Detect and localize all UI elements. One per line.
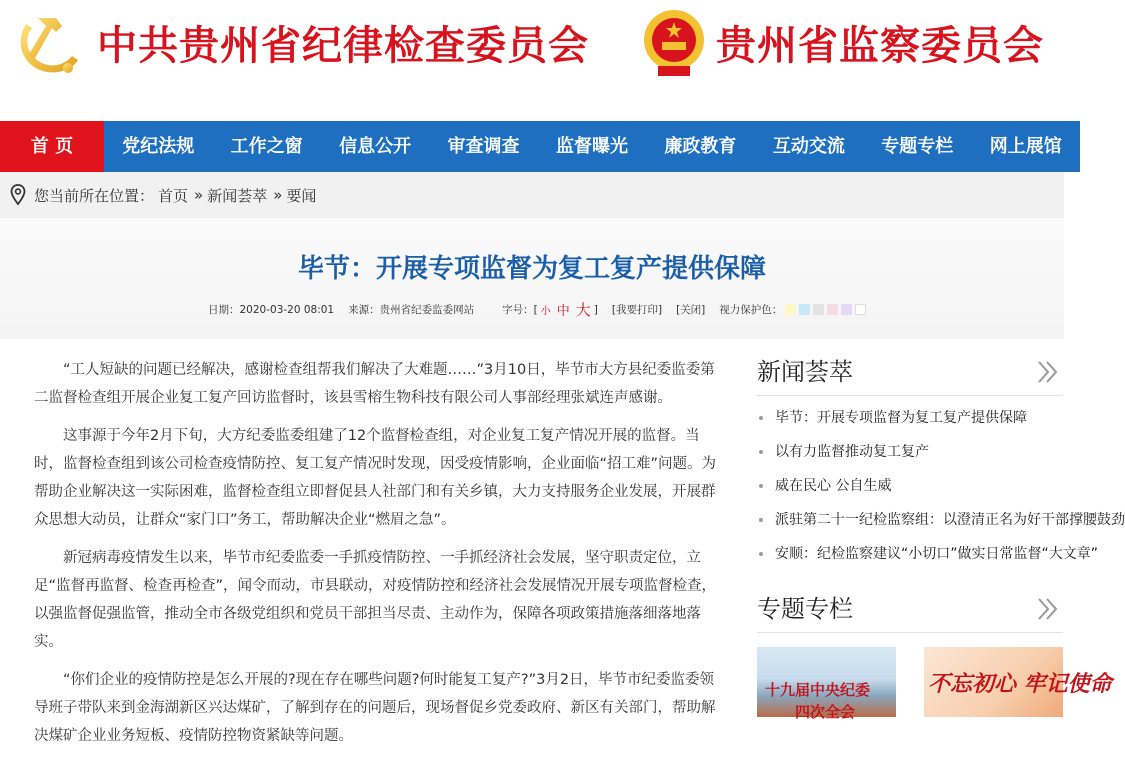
breadcrumb-separator: » xyxy=(273,186,283,204)
party-committee-title: 中共贵州省纪律检查委员会 xyxy=(97,22,589,69)
nav-investigation[interactable]: 审查调查 xyxy=(447,136,520,157)
list-item[interactable]: 威在民心 公自生威 xyxy=(757,469,1063,503)
breadcrumb xyxy=(0,172,1064,218)
breadcrumb-separator: » xyxy=(194,186,204,204)
nav-integrity-education[interactable]: 廉政教育 xyxy=(664,136,737,157)
breadcrumb-news[interactable]: 新闻荟萃 xyxy=(207,186,268,205)
topics-section-title: 专题专栏 xyxy=(757,595,853,623)
eye-care-swatch[interactable] xyxy=(813,304,824,315)
location-pin-icon xyxy=(10,184,26,206)
article-paragraph: 这事源于今年2月下旬，大方纪委监委组建了12个监督检查组，对企业复工复产情况开展的监督。当时，监督检查组到该公司检查疫情防控、复工复产情况时发现，因受疫情影响，企业面临“招工难”问题。为帮助企业解决这一实际困难，监督检查组立即督促县人社部门和有关乡镇，大力支持服务企业发展，开展群众思想大动员，让群众“家门口”务工，帮助解决企业“燃眉之急”。 xyxy=(34,428,717,528)
font-size-small[interactable]: 小 xyxy=(540,306,551,317)
site-header xyxy=(0,0,1080,121)
font-size-label: 字号：[ xyxy=(502,304,538,316)
article-header xyxy=(0,218,1064,339)
font-size-medium[interactable]: 中 xyxy=(556,304,570,319)
sidebar xyxy=(757,352,1125,721)
article-title: 毕节：开展专项监督为复工复产提供保障 xyxy=(297,254,766,284)
nav-info-disclosure[interactable]: 信息公开 xyxy=(339,136,412,157)
news-list xyxy=(757,401,1125,571)
font-size-close-bracket: ] xyxy=(593,303,598,316)
article-source: 来源：贵州省纪委监委网站 xyxy=(348,304,475,316)
breadcrumb-prefix: 您当前所在位置： xyxy=(34,186,155,205)
article-paragraph: “你们企业的疫情防控是怎么开展的?现在存在哪些问题?何时能复工复产?”3月2日，毕节市纪委监委领导班子带队来到金海湖新区兴达煤矿，了解到存在的问题后，现场督促乡党委政府、新区有关部门，帮助解决煤矿企业业务短板、疫情防控物资紧缺等问题。 xyxy=(34,672,716,744)
breadcrumb-home[interactable]: 首页 xyxy=(158,186,189,205)
print-link[interactable]: [我要打印] xyxy=(611,304,663,316)
topic-thumbnails xyxy=(757,647,1112,721)
thumbnail-caption: 十九届中央纪委 xyxy=(765,681,871,699)
list-item[interactable]: 安顺：纪检监察建议“小切口”做实日常监督“大文章” xyxy=(757,537,1063,571)
article-paragraph: 新冠病毒疫情发生以来，毕节市纪委监委一手抓疫情防控、一手抓经济社会发展，坚守职责定位，立足“监督再监督、检查再检查”，闻令而动，市县联动，对疫情防控和经济社会发展情况开展专项监督检查，以强监督促强监管，推动全市各级党组织和党员干部担当尽责、主动作为，保障各项政策措施落细落地落实。 xyxy=(34,550,717,650)
eye-care-swatch[interactable] xyxy=(855,304,866,315)
nav-party-rules[interactable]: 党纪法规 xyxy=(122,136,195,157)
thumbnail-caption: 不忘初心 牢记使命 xyxy=(928,671,1112,697)
breadcrumb-headlines[interactable]: 要闻 xyxy=(286,186,317,205)
topic-thumbnail-plenary[interactable] xyxy=(757,647,896,721)
article-date: 日期：2020-03-20 08:01 xyxy=(208,304,335,316)
nav-home[interactable]: 首 页 xyxy=(0,121,104,172)
topics-section-header xyxy=(757,589,1063,633)
eye-care-swatch[interactable] xyxy=(827,304,838,315)
nav-special-topics[interactable]: 专题专栏 xyxy=(881,136,954,157)
list-item[interactable]: 毕节：开展专项监督为复工复产提供保障 xyxy=(757,401,1063,435)
topic-thumbnail-original-aspiration[interactable] xyxy=(924,647,1112,717)
party-emblem-icon xyxy=(12,10,82,78)
font-size-large[interactable]: 大 xyxy=(575,301,591,319)
news-section-title: 新闻荟萃 xyxy=(757,358,853,386)
double-chevron-right-icon[interactable] xyxy=(1035,359,1061,385)
nav-interaction[interactable]: 互动交流 xyxy=(772,136,845,157)
double-chevron-right-icon[interactable] xyxy=(1035,596,1061,622)
eye-care-swatch[interactable] xyxy=(799,304,810,315)
list-item[interactable]: 以有力监督推动复工复产 xyxy=(757,435,1063,469)
nav-exposure[interactable]: 监督曝光 xyxy=(555,136,628,157)
nav-work-window[interactable]: 工作之窗 xyxy=(230,136,303,157)
national-emblem-icon xyxy=(640,6,708,80)
article-meta xyxy=(208,299,866,320)
list-item[interactable]: 派驻第二十一纪检监察组：以澄清正名为好干部撑腰鼓劲 xyxy=(757,503,1063,537)
article-body xyxy=(34,356,720,760)
thumbnail-caption: 四次全会 xyxy=(795,703,856,721)
close-link[interactable]: [关闭] xyxy=(676,304,706,316)
supervisory-commission-title: 贵州省监察委员会 xyxy=(716,22,1044,69)
nav-online-exhibition[interactable]: 网上展馆 xyxy=(989,136,1062,157)
news-section-header xyxy=(757,352,1063,396)
eye-care-swatch[interactable] xyxy=(841,304,852,315)
main-navigation xyxy=(0,121,1080,172)
article-paragraph: “工人短缺的问题已经解决，感谢检查组帮我们解决了大难题……”3月10日，毕节市大方县纪委监委第二监督检查组开展企业复工复产回访监督时，该县雪榕生物科技有限公司人事部经理张斌连声感谢。 xyxy=(34,362,715,406)
eye-care-swatch[interactable] xyxy=(785,304,796,315)
eye-care-label: 视力保护色： xyxy=(719,304,783,316)
